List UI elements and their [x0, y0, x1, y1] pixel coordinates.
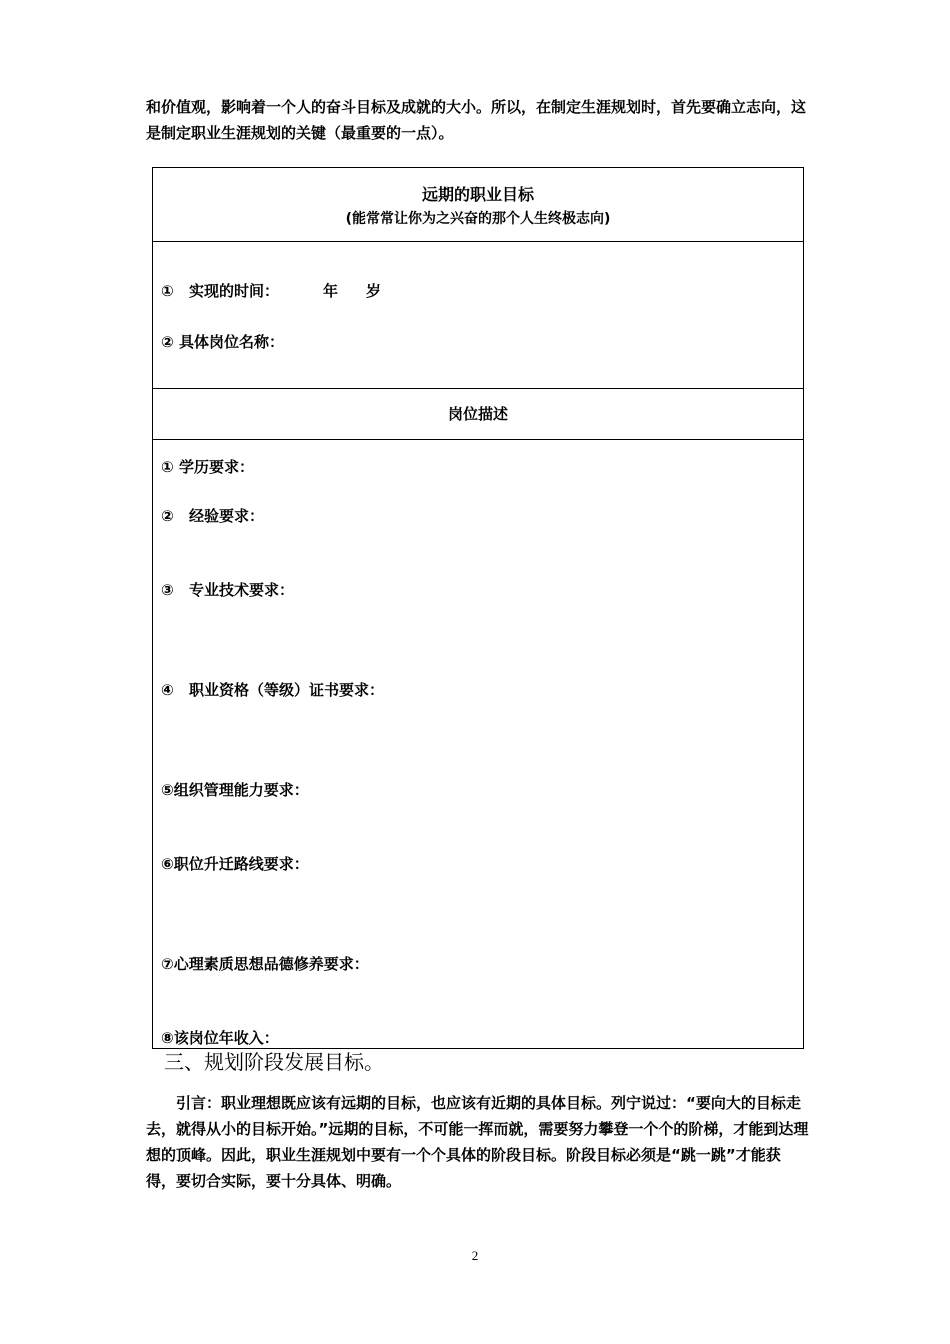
field-marker: ⑦ — [161, 955, 174, 973]
field-label: 该岗位年收入： — [173, 1029, 279, 1047]
field-label: 组织管理能力要求： — [173, 781, 309, 799]
field-marker: ③ — [161, 581, 174, 599]
requirement-income — [161, 1027, 279, 1048]
career-goal-form — [152, 167, 804, 1049]
requirement-experience — [161, 505, 264, 526]
field-marker: ⑥ — [161, 855, 174, 873]
field-marker: ④ — [161, 681, 174, 699]
field-marker: ② — [161, 507, 174, 525]
field-marker: ① — [161, 282, 174, 300]
field-marker: ② — [161, 333, 174, 351]
field-label: 具体岗位名称： — [178, 333, 284, 351]
form-subtitle: (能常常让你为之兴奋的那个人生终极志向) — [345, 211, 611, 227]
field-label: 心理素质思想品德修养要求： — [173, 955, 369, 973]
lead-paragraph: 引言：职业理想既应该有远期的目标，也应该有近期的具体目标。列宁说过：“要向大的目标走去，就得从小的目标开始。”远期的目标，不可能一挥而就，需要努力攀登一个个的阶梯，才能到达理想的顶峰。因此，职业生涯规划中要有一个个具体的阶段目标。阶段目标必须是“跳一跳”才能获得，要切合实际，要十分具体、明确。 — [146, 1094, 809, 1190]
field-label: 职位升迁路线要求： — [173, 855, 309, 873]
field-label: 经验要求： — [189, 507, 265, 525]
requirement-certificate — [161, 679, 384, 700]
intro-paragraph: 和价值观，影响着一个人的奋斗目标及成就的大小。所以，在制定生涯规划时，首先要确立志向，这是制定职业生涯规划的关键（最重要的一点）。 — [146, 98, 807, 142]
field-marker: ① — [161, 458, 174, 476]
section-heading: 三、规划阶段发展目标。 — [164, 1050, 384, 1074]
requirement-technical — [161, 579, 294, 600]
field-marker: ⑤ — [161, 781, 174, 799]
form-title: 远期的职业目标 — [421, 185, 534, 204]
field-label: 专业技术要求： — [189, 581, 295, 599]
page-number: 2 — [471, 1248, 479, 1263]
goal-time-field — [161, 280, 381, 301]
year-unit: 年 — [323, 282, 339, 300]
age-unit: 岁 — [366, 282, 382, 300]
field-label: 实现的时间： — [189, 282, 280, 300]
field-marker: ⑧ — [161, 1029, 174, 1047]
form-divider — [153, 439, 803, 440]
field-label: 职业资格（等级）证书要求： — [189, 681, 385, 699]
goal-position-field — [161, 331, 284, 352]
form-divider — [153, 241, 803, 242]
requirement-promotion — [161, 853, 309, 874]
requirement-management — [161, 779, 309, 800]
requirement-character — [161, 953, 369, 974]
requirement-education — [161, 456, 254, 477]
form-divider — [153, 388, 803, 389]
description-title: 岗位描述 — [447, 405, 508, 423]
field-label: 学历要求： — [178, 458, 254, 476]
